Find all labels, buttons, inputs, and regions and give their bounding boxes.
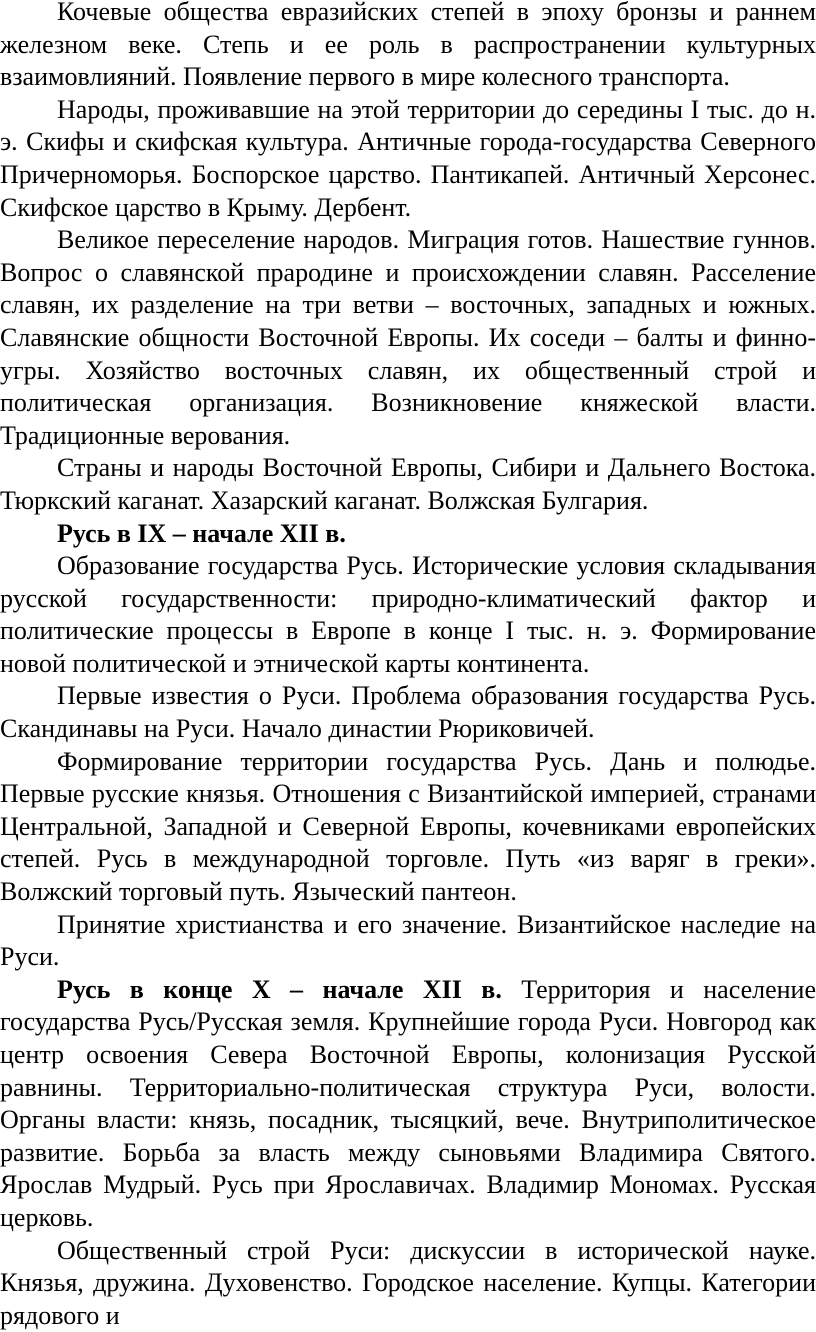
inline-heading-rus-10-12: Русь в конце X – начале XII в.: [57, 974, 502, 1004]
paragraph-nomadic-societies: Кочевые общества евразийских степей в эпоху бронзы и раннем железном веке. Степь и ее роль в распространении культурных взаимовлияний. Появление первого в мире колесного транспорта.: [0, 0, 816, 92]
paragraph-rus-10-12: [0, 974, 816, 1235]
paragraph-territory-formation: Формирование территории государства Русь. Дань и полюдье. Первые русские князья. Отношения с Византийской империей, странами Центральной, Западной и Северной Европы, кочевниками европейских степей. Русь в международной торговле. Путь «из варяг в греки». Волжский торговый путь. Языческий пантеон.: [0, 746, 816, 907]
paragraph-social-structure: Общественный строй Руси: дискуссии в исторической науке. Князья, дружина. Духовенство. Городское население. Купцы. Категории рядового и: [0, 1235, 816, 1330]
paragraph-first-reports: Первые известия о Руси. Проблема образования государства Русь. Скандинавы на Руси. Начало династии Рюриковичей.: [0, 681, 816, 744]
paragraph-peoples-scythians: Народы, проживавшие на этой территории до середины I тыс. до н. э. Скифы и скифская культура. Античные города-государства Северного Причерноморья. Боспорское царство. Пантикапей. Античный Херсонес. Скифское царство в Крыму. Дербент.: [0, 94, 816, 222]
section-heading-rus-9-12: Русь в IX – начале XII в.: [57, 518, 346, 548]
paragraph-christianity: Принятие христианства и его значение. Византийское наследие на Руси.: [0, 909, 816, 972]
paragraph-rus-10-12-text: Территория и население государства Русь/Русская земля. Крупнейшие города Руси. Новгород как центр освоения Севера Восточной Европы, колонизация Русской равнины. Территориально-политическая структура Руси, волости. Органы власти: князь, посадник, тысяцкий, вече. Внутриполитическое развитие. Борьба за власть между сыновьями Владимира Святого. Ярослав Мудрый. Русь при Ярославичах. Владимир Мономах. Русская церковь.: [0, 974, 816, 1232]
paragraph-eastern-europe-peoples: Страны и народы Восточной Европы, Сибири и Дальнего Востока. Тюркский каганат. Хазарский каганат. Волжская Булгария.: [0, 453, 816, 515]
paragraph-great-migration: Великое переселение народов. Миграция готов. Нашествие гуннов. Вопрос о славянской прародине и происхождении славян. Расселение славян, их разделение на три ветви – восточных, западных и южных. Славянские общности Восточной Европы. Их соседи – балты и финно-угры. Хозяйство восточных славян, их общественный строй и политическая организация. Возникновение княжеской власти. Традиционные верования.: [0, 225, 816, 450]
paragraph-state-formation: Образование государства Русь. Исторические условия складывания русской государственности: природно-климатический фактор и политические процессы в Европе в конце I тыс. н. э. Формирование новой политической и этнической карты континента.: [0, 551, 816, 678]
